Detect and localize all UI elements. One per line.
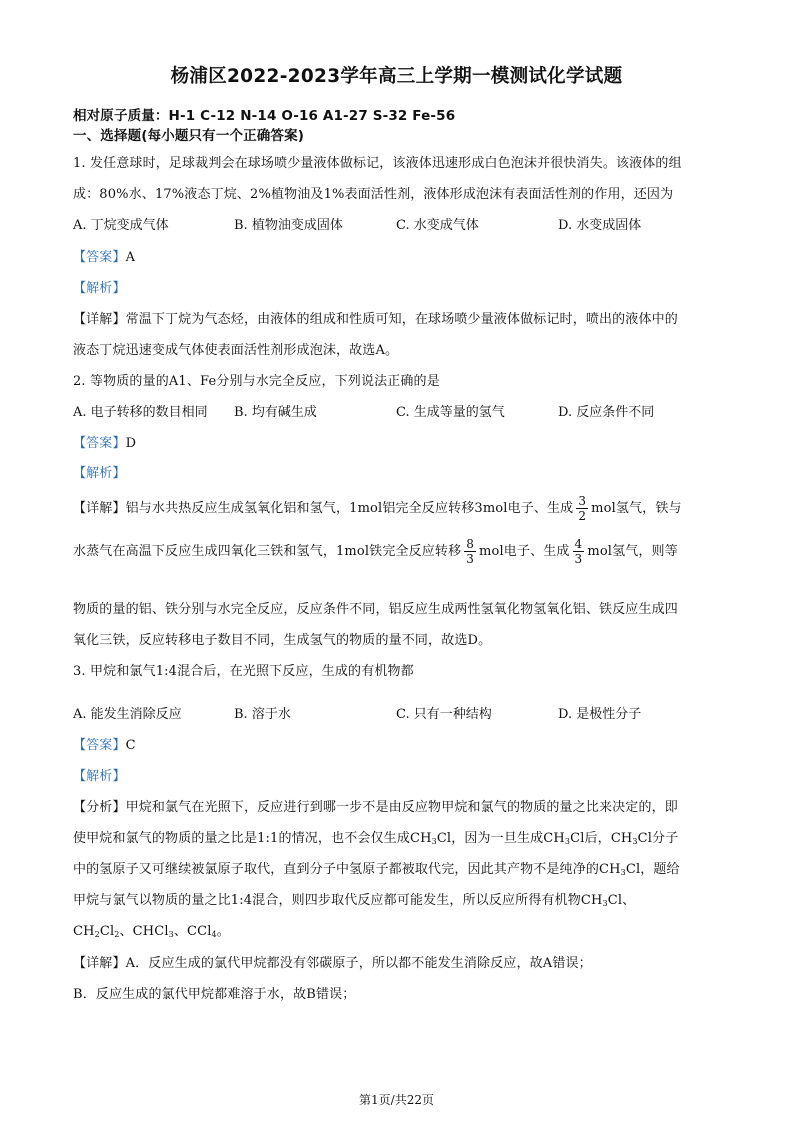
- q3-stem: 3. 甲烷和氯气1:4混合后，在光照下反应，生成的有机物都: [73, 664, 414, 679]
- q2-detail-text2a: 水蒸气在高温下反应生成四氧化三铁和氢气，1mol铁完全反应转移: [73, 544, 462, 559]
- q1-option-c: C. 水变成气体: [396, 218, 479, 233]
- q3-answer-value: C: [125, 738, 136, 753]
- q1-answer-value: A: [125, 250, 136, 265]
- fraction-denominator: 2: [578, 509, 587, 523]
- text: Cl，题给: [625, 862, 680, 877]
- fraction-4-3: [573, 537, 585, 566]
- answer-tag: 【答案】: [73, 738, 126, 753]
- q3-answer: [73, 734, 136, 753]
- subscript: 3: [632, 837, 638, 846]
- answer-tag: 【答案】: [73, 250, 126, 265]
- fraction-numerator: 8: [466, 537, 475, 551]
- q2-detail-text1a: 铝与水共热反应生成氢氧化铝和氢气，1mol铝完全反应转移3mol电子、生成: [125, 501, 574, 516]
- q3-analysis-tag: 【解析】: [73, 769, 126, 784]
- q3-fenxi-line5: [73, 920, 230, 939]
- subscript: 3: [564, 837, 571, 846]
- q2-analysis-tag: 【解析】: [73, 466, 126, 481]
- q2-option-b: B. 均有碱生成: [234, 405, 317, 420]
- q1-detail-line1: [73, 308, 678, 327]
- q1-detail-line2: 液态丁烷迅速变成气体使表面活性剂形成泡沫，故选A。: [73, 343, 399, 358]
- q3-fenxi-line2: [73, 827, 678, 846]
- text: 甲烷与氯气以物质的量之比1:4混合，则四步取代反应都可能发生，所以反应所得有机物CH: [73, 893, 603, 908]
- q3-option-b: B. 溶于水: [234, 707, 291, 722]
- text: 。: [216, 924, 230, 939]
- q2-answer: [73, 432, 136, 451]
- page-title: 杨浦区2022-2023学年高三上学期一模测试化学试题: [170, 66, 623, 87]
- q2-answer-value: D: [125, 436, 137, 451]
- atomic-mass-line: 相对原子质量：H-1 C-12 N-14 O-16 A1-27 S-32 Fe-56: [73, 108, 456, 124]
- q2-detail-line1: [73, 492, 682, 526]
- q3-option-d: D. 是极性分子: [558, 707, 642, 722]
- text: Cl，因为一旦生成CH: [436, 831, 565, 846]
- q3-fenxi-line4: [73, 889, 635, 908]
- text: 中的氢原子又可继续被氯原子取代，直到分子中氢原子都被取代完，因此其产物不是纯净的CH: [73, 862, 621, 877]
- fraction-8-3: [464, 537, 476, 566]
- q2-option-a: A. 电子转移的数目相同: [73, 405, 208, 420]
- q1-stem-line2: 成：80%水、17%液态丁烷、2%植物油及1%表面活性剂，液体形成泡沫有表面活性剂的作用，还因为: [73, 187, 674, 202]
- text: Cl后，CH: [570, 831, 633, 846]
- text: 使甲烷和氯气的物质的量之比是1:1的情况，也不会仅生成CH: [73, 831, 432, 846]
- text: Cl、: [607, 893, 636, 908]
- q2-detail-line4: 氧化三铁，反应转移电子数目不同，生成氢气的物质的量不同，故选D。: [73, 633, 492, 648]
- text: Cl分子: [637, 831, 679, 846]
- detail-tag: 【详解】: [73, 956, 126, 971]
- subscript: 3: [620, 868, 626, 877]
- subscript: 3: [602, 899, 608, 908]
- q2-detail-text1b: mol氢气，铁与: [591, 501, 682, 516]
- q2-detail-line2: [73, 535, 678, 569]
- fraction-numerator: 4: [574, 537, 583, 551]
- q2-stem: 2. 等物质的量的A1、Fe分别与水完全反应，下列说法正确的是: [73, 374, 440, 389]
- detail-tag: 【详解】: [73, 501, 126, 516]
- q3-detail-line1: [73, 952, 592, 971]
- q3-fenxi-line3: [73, 858, 680, 877]
- q2-detail-text2b: mol电子、生成: [479, 544, 570, 559]
- subscript: 4: [211, 930, 217, 939]
- text: 、CCl: [173, 924, 212, 939]
- q3-detail-text1: A．反应生成的氯代甲烷都没有邻碳原子，所以都不能发生消除反应，故A错误；: [125, 956, 592, 971]
- q3-detail-line2: B．反应生成的氯代甲烷都难溶于水，故B错误；: [73, 987, 356, 1002]
- q1-answer: [73, 246, 135, 265]
- q3-fenxi-line1: [73, 796, 678, 815]
- q1-option-b: B. 植物油变成固体: [234, 218, 343, 233]
- q3-fenxi-text1: 甲烷和氯气在光照下，反应进行到哪一步不是由反应物甲烷和氯气的物质的量之比来决定的，即: [125, 800, 678, 815]
- text: CH: [73, 924, 95, 939]
- q2-option-c: C. 生成等量的氢气: [396, 405, 505, 420]
- detail-tag: 【详解】: [73, 312, 126, 327]
- fraction-denominator: 3: [466, 552, 475, 566]
- subscript: 3: [431, 837, 437, 846]
- subscript: 3: [168, 930, 174, 939]
- q2-option-d: D. 反应条件不同: [558, 405, 655, 420]
- fenxi-tag: 【分析】: [73, 800, 126, 815]
- fraction-3-2: [576, 494, 588, 523]
- q1-stem-line1: 1. 发任意球时，足球裁判会在球场喷少量液体做标记，该液体迅速形成白色泡沫并很快消失。该液体的组: [73, 156, 682, 171]
- page-footer: 第1页/共22页: [359, 1093, 434, 1107]
- subscript: 2: [94, 930, 100, 939]
- q1-option-a: A. 丁烷变成气体: [73, 218, 169, 233]
- q2-detail-text2c: mol氢气，则等: [587, 544, 678, 559]
- q1-detail-text1: 常温下丁烷为气态烃，由液体的组成和性质可知，在球场喷少量液体做标记时，喷出的液体中的: [125, 312, 678, 327]
- subscript: 2: [114, 930, 120, 939]
- q2-detail-line3: 物质的量的铝、铁分别与水完全反应，反应条件不同，铝反应生成两性氢氧化物氢氧化铝、铁反应生成四: [73, 602, 678, 617]
- fraction-denominator: 3: [574, 552, 583, 566]
- answer-tag: 【答案】: [73, 436, 126, 451]
- q1-option-d: D. 水变成固体: [558, 218, 642, 233]
- text: 、CHCl: [119, 924, 169, 939]
- q3-option-c: C. 只有一种结构: [396, 707, 492, 722]
- section-heading: 一、选择题(每小题只有一个正确答案): [73, 128, 305, 144]
- fraction-numerator: 3: [578, 494, 587, 508]
- q1-analysis-tag: 【解析】: [73, 281, 126, 296]
- text: Cl: [99, 924, 115, 939]
- q3-option-a: A. 能发生消除反应: [73, 707, 182, 722]
